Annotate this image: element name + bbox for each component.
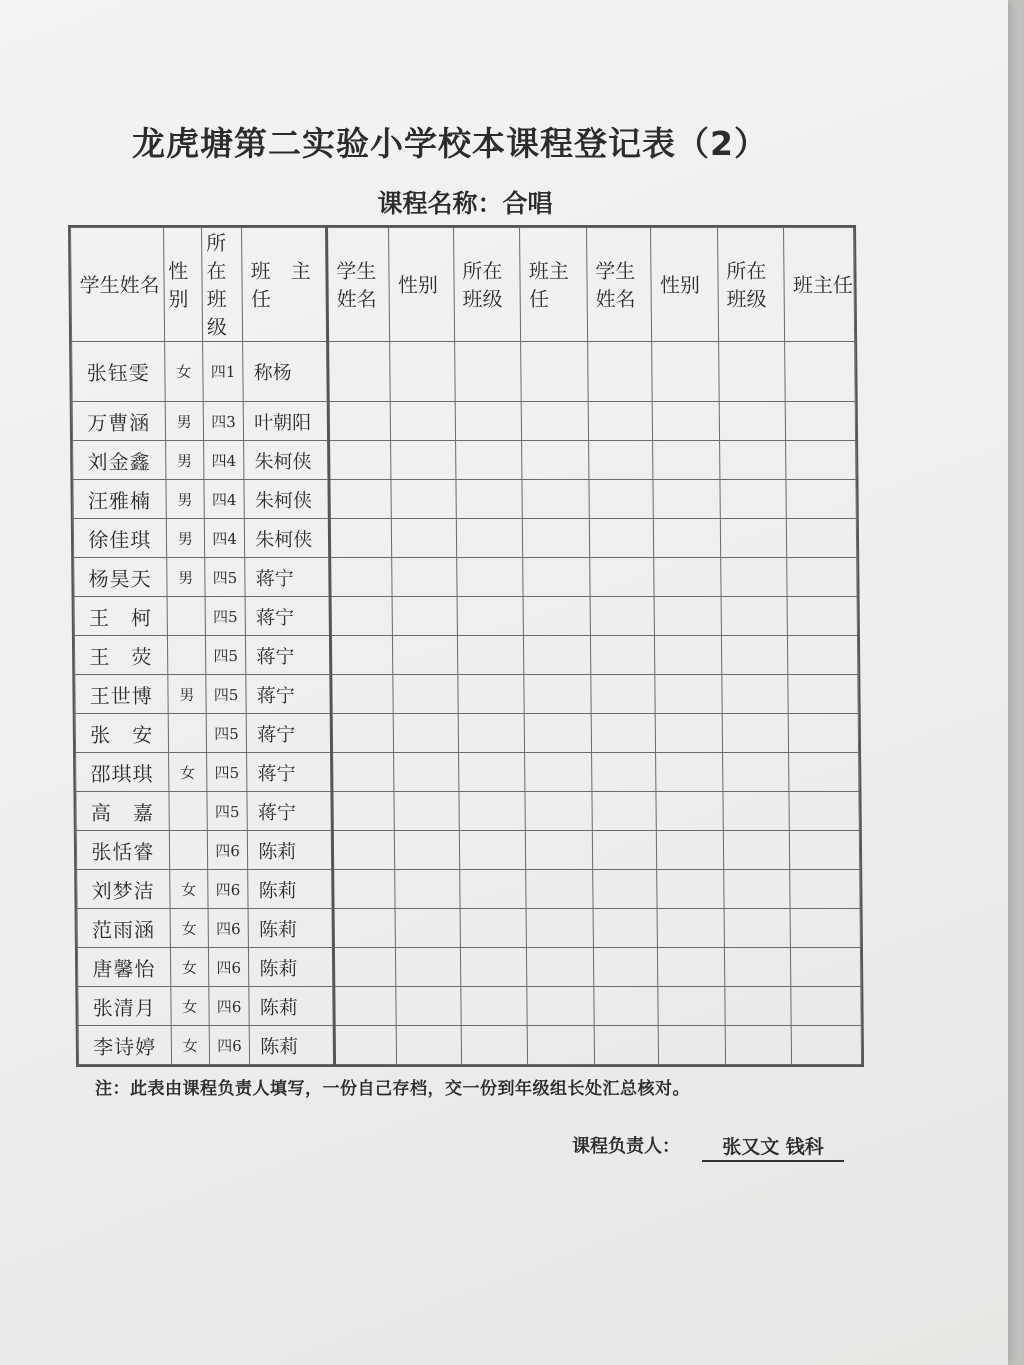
empty-cell — [719, 441, 786, 480]
empty-cell — [458, 714, 525, 753]
empty-cell — [391, 480, 456, 519]
empty-cell — [654, 519, 721, 558]
empty-cell — [396, 948, 461, 987]
table-row — [75, 675, 858, 714]
table-row — [76, 753, 859, 792]
empty-cell — [592, 831, 657, 870]
student-name-cell: 刘梦洁 — [77, 870, 170, 909]
empty-cell — [719, 402, 786, 441]
empty-cell — [720, 519, 787, 558]
empty-cell — [723, 831, 790, 870]
empty-cell — [391, 402, 456, 441]
empty-cell — [590, 558, 655, 597]
empty-cell — [591, 753, 656, 792]
header-gender-1: 性别 — [163, 228, 202, 342]
student-name-cell: 万曹涵 — [72, 402, 165, 441]
empty-cell — [653, 402, 720, 441]
teacher-cell: 朱柯侠 — [244, 441, 329, 480]
teacher-cell: 蒋宁 — [247, 753, 332, 792]
table-row — [74, 597, 857, 636]
empty-cell — [392, 558, 457, 597]
empty-cell — [721, 636, 788, 675]
empty-cell — [528, 1026, 595, 1065]
table-row — [74, 558, 857, 597]
signature-label: 课程负责人： — [572, 1136, 680, 1157]
empty-cell — [522, 480, 589, 519]
gender-cell: 女 — [170, 948, 209, 987]
student-name-cell: 王 柯 — [74, 597, 167, 636]
empty-cell — [333, 909, 396, 948]
table-row — [73, 480, 856, 519]
empty-cell — [461, 987, 528, 1026]
empty-cell — [654, 558, 721, 597]
table-row — [75, 714, 858, 753]
empty-cell — [460, 948, 527, 987]
header-teacher-2: 班主任 — [520, 228, 588, 342]
document-title: 龙虎塘第二实验小学校本课程登记表（2） — [132, 124, 768, 163]
empty-cell — [525, 792, 592, 831]
empty-cell — [328, 402, 391, 441]
empty-cell — [397, 1026, 462, 1065]
empty-cell — [588, 441, 653, 480]
student-name-cell: 刘金鑫 — [73, 441, 166, 480]
gender-cell: 女 — [164, 342, 203, 402]
empty-cell — [333, 870, 396, 909]
empty-cell — [329, 480, 392, 519]
gender-cell: 女 — [171, 987, 210, 1026]
header-teacher-1: 班 主任 — [242, 228, 328, 342]
table-row — [77, 870, 860, 909]
empty-cell — [591, 714, 656, 753]
header-row — [71, 228, 855, 342]
teacher-cell: 蒋宁 — [246, 714, 331, 753]
empty-cell — [394, 792, 459, 831]
empty-cell — [790, 870, 860, 909]
empty-cell — [330, 597, 393, 636]
empty-cell — [655, 636, 722, 675]
signature-value: 张又文 钱科 — [702, 1132, 844, 1162]
empty-cell — [787, 597, 857, 636]
gender-cell: 男 — [165, 441, 204, 480]
teacher-cell: 蒋宁 — [245, 558, 330, 597]
gender-cell: 男 — [166, 558, 205, 597]
empty-cell — [658, 987, 725, 1026]
empty-cell — [456, 519, 523, 558]
empty-cell — [330, 558, 393, 597]
empty-cell — [522, 402, 589, 441]
class-cell: 四5 — [207, 753, 248, 792]
class-cell: 四3 — [203, 402, 244, 441]
empty-cell — [522, 441, 589, 480]
empty-cell — [721, 597, 788, 636]
gender-cell: 男 — [166, 519, 205, 558]
empty-cell — [331, 714, 394, 753]
footnote: 注：此表由课程负责人填写，一份自己存档，交一份到年级组长处汇总核对。 — [95, 1079, 690, 1099]
empty-cell — [721, 558, 788, 597]
gender-cell: 女 — [170, 909, 209, 948]
header-teacher-3: 班主任 — [784, 228, 855, 342]
empty-cell — [786, 441, 856, 480]
empty-cell — [587, 342, 652, 402]
empty-cell — [460, 909, 527, 948]
registration-table — [68, 225, 864, 1067]
student-name-cell: 唐馨怡 — [77, 948, 170, 987]
empty-cell — [658, 948, 725, 987]
empty-cell — [720, 480, 787, 519]
empty-cell — [527, 987, 594, 1026]
empty-cell — [523, 558, 590, 597]
table-row — [78, 1026, 861, 1065]
teacher-cell: 陈莉 — [248, 909, 333, 948]
student-name-cell: 张恬睿 — [76, 831, 169, 870]
empty-cell — [790, 909, 860, 948]
empty-cell — [461, 1026, 528, 1065]
empty-cell — [724, 909, 791, 948]
empty-cell — [393, 675, 458, 714]
empty-cell — [526, 909, 593, 948]
empty-cell — [527, 948, 594, 987]
class-cell: 四5 — [207, 792, 248, 831]
empty-cell — [331, 675, 394, 714]
teacher-cell: 朱柯侠 — [245, 519, 330, 558]
teacher-cell: 陈莉 — [249, 948, 334, 987]
class-cell: 四5 — [206, 675, 247, 714]
empty-cell — [394, 714, 459, 753]
teacher-cell: 蒋宁 — [246, 636, 331, 675]
table-row — [74, 636, 857, 675]
teacher-cell: 叶朝阳 — [243, 402, 328, 441]
gender-cell: 女 — [169, 870, 208, 909]
empty-cell — [394, 753, 459, 792]
empty-cell — [392, 519, 457, 558]
empty-cell — [788, 636, 858, 675]
student-name-cell: 范雨涵 — [77, 909, 170, 948]
gender-cell — [167, 597, 206, 636]
class-cell: 四4 — [204, 480, 245, 519]
student-name-cell: 高 嘉 — [76, 792, 169, 831]
empty-cell — [789, 792, 859, 831]
table-row — [77, 948, 860, 987]
empty-cell — [458, 753, 525, 792]
empty-cell — [725, 987, 792, 1026]
empty-cell — [722, 753, 789, 792]
empty-cell — [588, 402, 653, 441]
student-name-cell: 汪雅楠 — [73, 480, 166, 519]
empty-cell — [786, 402, 856, 441]
class-cell: 四5 — [205, 597, 246, 636]
empty-cell — [390, 342, 455, 402]
empty-cell — [724, 870, 791, 909]
empty-cell — [391, 441, 456, 480]
empty-cell — [395, 909, 460, 948]
empty-cell — [457, 636, 524, 675]
empty-cell — [656, 792, 723, 831]
header-class-1: 所在班级 — [202, 228, 243, 342]
empty-cell — [334, 987, 397, 1026]
header-gender-2: 性别 — [389, 228, 455, 342]
empty-cell — [589, 519, 654, 558]
empty-cell — [653, 480, 720, 519]
table-row — [76, 792, 859, 831]
empty-cell — [791, 948, 861, 987]
empty-cell — [657, 831, 724, 870]
teacher-cell: 陈莉 — [249, 987, 334, 1026]
gender-cell — [169, 792, 208, 831]
header-student-name-1: 学生姓名 — [71, 228, 165, 342]
teacher-cell: 陈莉 — [249, 1026, 334, 1065]
empty-cell — [331, 753, 394, 792]
empty-cell — [395, 831, 460, 870]
empty-cell — [592, 792, 657, 831]
class-cell: 四6 — [208, 909, 249, 948]
empty-cell — [653, 441, 720, 480]
course-name: 合唱 — [502, 189, 553, 218]
student-name-cell: 张 安 — [75, 714, 168, 753]
empty-cell — [791, 987, 861, 1026]
table-row — [73, 441, 856, 480]
teacher-cell: 陈莉 — [248, 870, 333, 909]
student-name-cell: 张清月 — [78, 987, 171, 1026]
header-student-name-2: 学生姓名 — [326, 228, 390, 342]
empty-cell — [332, 792, 395, 831]
header-class-3: 所在班级 — [717, 228, 785, 342]
empty-cell — [593, 909, 658, 948]
empty-cell — [396, 987, 461, 1026]
table-row — [76, 831, 859, 870]
empty-cell — [593, 870, 658, 909]
empty-cell — [459, 831, 526, 870]
student-name-cell: 杨昊天 — [74, 558, 167, 597]
empty-cell — [459, 792, 526, 831]
empty-cell — [334, 1026, 397, 1065]
empty-cell — [523, 519, 590, 558]
class-cell: 四6 — [209, 1026, 250, 1065]
class-cell: 四5 — [205, 636, 246, 675]
empty-cell — [460, 870, 527, 909]
empty-cell — [457, 558, 524, 597]
teacher-cell: 陈莉 — [248, 831, 333, 870]
course-label: 课程名称： — [377, 189, 503, 218]
empty-cell — [457, 597, 524, 636]
header-class-2: 所在班级 — [453, 228, 521, 342]
empty-cell — [594, 987, 659, 1026]
class-cell: 四1 — [203, 342, 244, 402]
empty-cell — [725, 1026, 792, 1065]
empty-cell — [654, 597, 721, 636]
course-line — [0, 184, 930, 220]
class-cell: 四6 — [207, 831, 248, 870]
empty-cell — [787, 558, 857, 597]
table-row — [78, 987, 861, 1026]
empty-cell — [455, 402, 522, 441]
empty-cell — [526, 870, 593, 909]
gender-cell: 男 — [168, 675, 207, 714]
empty-cell — [786, 480, 856, 519]
empty-cell — [656, 714, 723, 753]
class-cell: 四4 — [204, 519, 245, 558]
empty-cell — [395, 870, 460, 909]
class-cell: 四5 — [205, 558, 246, 597]
class-cell: 四6 — [209, 987, 250, 1026]
empty-cell — [787, 519, 857, 558]
empty-cell — [523, 597, 590, 636]
table-row — [72, 402, 855, 441]
table-row — [73, 519, 856, 558]
student-name-cell: 王 荧 — [74, 636, 167, 675]
empty-cell — [521, 342, 588, 402]
student-name-cell: 李诗婷 — [78, 1026, 171, 1065]
empty-cell — [524, 675, 591, 714]
empty-cell — [789, 753, 859, 792]
empty-cell — [789, 714, 859, 753]
empty-cell — [785, 342, 855, 402]
empty-cell — [329, 519, 392, 558]
teacher-cell: 蒋宁 — [245, 597, 330, 636]
empty-cell — [590, 597, 655, 636]
empty-cell — [392, 597, 457, 636]
empty-cell — [792, 1026, 862, 1065]
empty-cell — [594, 1026, 659, 1065]
teacher-cell: 蒋宁 — [246, 675, 331, 714]
empty-cell — [454, 342, 521, 402]
class-cell: 四6 — [208, 948, 249, 987]
class-cell: 四6 — [208, 870, 249, 909]
gender-cell — [169, 831, 208, 870]
teacher-cell: 称杨 — [243, 342, 328, 402]
student-name-cell: 张钰雯 — [72, 342, 165, 402]
empty-cell — [722, 714, 789, 753]
empty-cell — [718, 342, 785, 402]
teacher-cell: 蒋宁 — [247, 792, 332, 831]
empty-cell — [328, 441, 391, 480]
empty-cell — [332, 831, 395, 870]
empty-cell — [655, 675, 722, 714]
empty-cell — [330, 636, 393, 675]
empty-cell — [455, 441, 522, 480]
empty-cell — [724, 948, 791, 987]
empty-cell — [591, 675, 656, 714]
empty-cell — [590, 636, 655, 675]
header-gender-3: 性别 — [651, 228, 719, 342]
empty-cell — [723, 792, 790, 831]
table-row — [77, 909, 860, 948]
empty-cell — [526, 831, 593, 870]
teacher-cell: 朱柯侠 — [244, 480, 329, 519]
empty-cell — [589, 480, 654, 519]
class-cell: 四4 — [204, 441, 245, 480]
empty-cell — [657, 870, 724, 909]
empty-cell — [333, 948, 396, 987]
empty-cell — [524, 636, 591, 675]
empty-cell — [656, 753, 723, 792]
empty-cell — [788, 675, 858, 714]
empty-cell — [525, 753, 592, 792]
class-cell: 四5 — [206, 714, 247, 753]
gender-cell: 男 — [165, 402, 204, 441]
header-student-name-3: 学生姓名 — [586, 228, 652, 342]
table-row — [72, 342, 856, 402]
empty-cell — [722, 675, 789, 714]
empty-cell — [657, 909, 724, 948]
empty-cell — [593, 948, 658, 987]
gender-cell: 男 — [166, 480, 205, 519]
student-name-cell: 王世博 — [75, 675, 168, 714]
empty-cell — [525, 714, 592, 753]
empty-cell — [456, 480, 523, 519]
student-name-cell: 徐佳琪 — [73, 519, 166, 558]
empty-cell — [652, 342, 719, 402]
gender-cell — [167, 636, 206, 675]
gender-cell: 女 — [171, 1026, 210, 1065]
empty-cell — [393, 636, 458, 675]
empty-cell — [659, 1026, 726, 1065]
empty-cell — [790, 831, 860, 870]
empty-cell — [458, 675, 525, 714]
gender-cell: 女 — [168, 753, 207, 792]
student-name-cell: 邵琪琪 — [76, 753, 169, 792]
empty-cell — [328, 342, 391, 402]
gender-cell — [168, 714, 207, 753]
